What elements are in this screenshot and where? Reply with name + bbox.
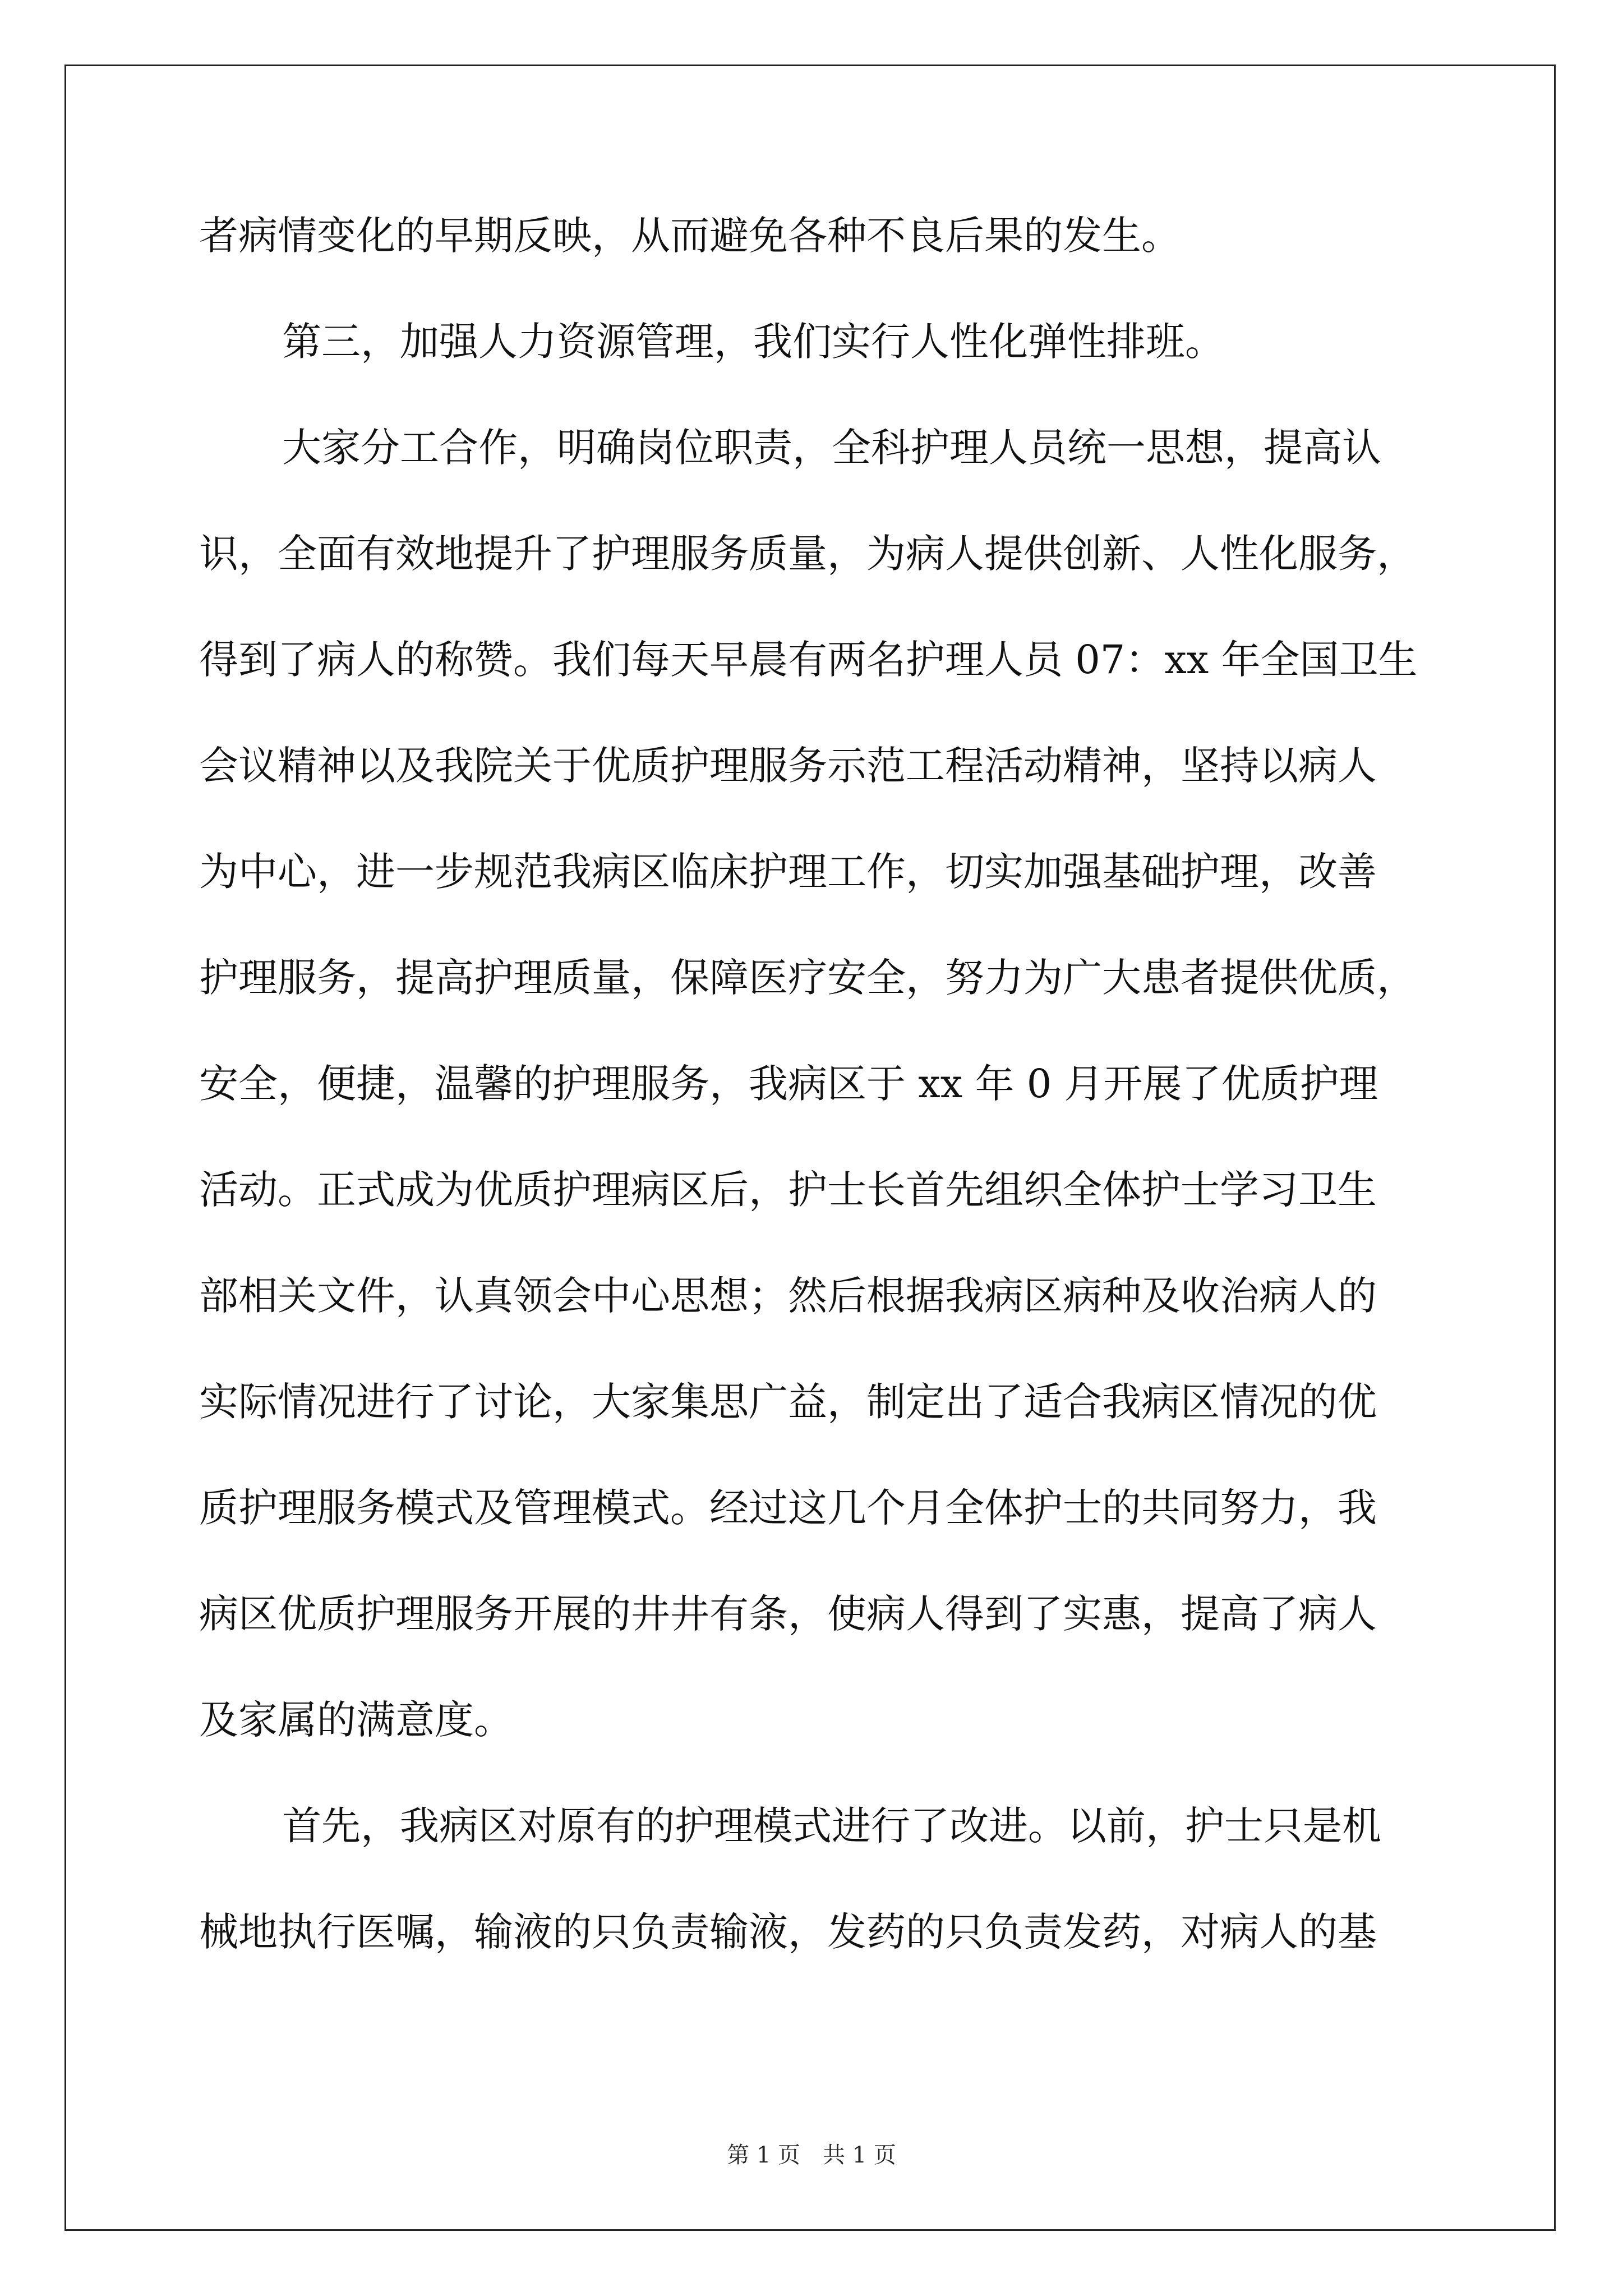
text-line: 质护理服务模式及管理模式。经过这几个月全体护士的共同努力，我 <box>199 1485 1377 1531</box>
document-body <box>199 213 1433 2018</box>
text-line: 活动。正式成为优质护理病区后，护士长首先组织全体护士学习卫生 <box>199 1167 1377 1213</box>
text-line: 得到了病人的称赞。我们每天早晨有两名护理人员 07：xx 年全国卫生 <box>199 637 1418 683</box>
text-line: 首先，我病区对原有的护理模式进行了改进。以前，护士只是机 <box>282 1803 1381 1849</box>
text-line: 械地执行医嘱，输液的只负责输液，发药的只负责发药，对病人的基 <box>199 1909 1377 1955</box>
text-line: 大家分工合作，明确岗位职责，全科护理人员统一思想，提高认 <box>282 425 1381 471</box>
text-line: 实际情况进行了讨论，大家集思广益，制定出了适合我病区情况的优 <box>199 1379 1377 1425</box>
text-line: 识，全面有效地提升了护理服务质量，为病人提供创新、人性化服务， <box>199 531 1416 577</box>
text-line: 安全，便捷，温馨的护理服务，我病区于 xx 年 0 月开展了优质护理 <box>199 1061 1378 1107</box>
text-line: 会议精神以及我院关于优质护理服务示范工程活动精神，坚持以病人 <box>199 743 1377 789</box>
text-line: 部相关文件，认真领会中心思想；然后根据我病区病种及收治病人的 <box>199 1273 1377 1319</box>
text-line: 为中心，进一步规范我病区临床护理工作，切实加强基础护理，改善 <box>199 849 1377 895</box>
text-line: 及家属的满意度。 <box>199 1697 513 1743</box>
text-line: 护理服务，提高护理质量，保障医疗安全，努力为广大患者提供优质， <box>199 955 1416 1001</box>
text-line: 者病情变化的早期反映，从而避免各种不良后果的发生。 <box>199 213 1181 259</box>
text-line: 病区优质护理服务开展的井井有条，使病人得到了实惠，提高了病人 <box>199 1591 1377 1637</box>
text-line: 第三，加强人力资源管理，我们实行人性化弹性排班。 <box>282 319 1224 365</box>
page-footer: 第 1 页 共 1 页 <box>727 2142 896 2168</box>
